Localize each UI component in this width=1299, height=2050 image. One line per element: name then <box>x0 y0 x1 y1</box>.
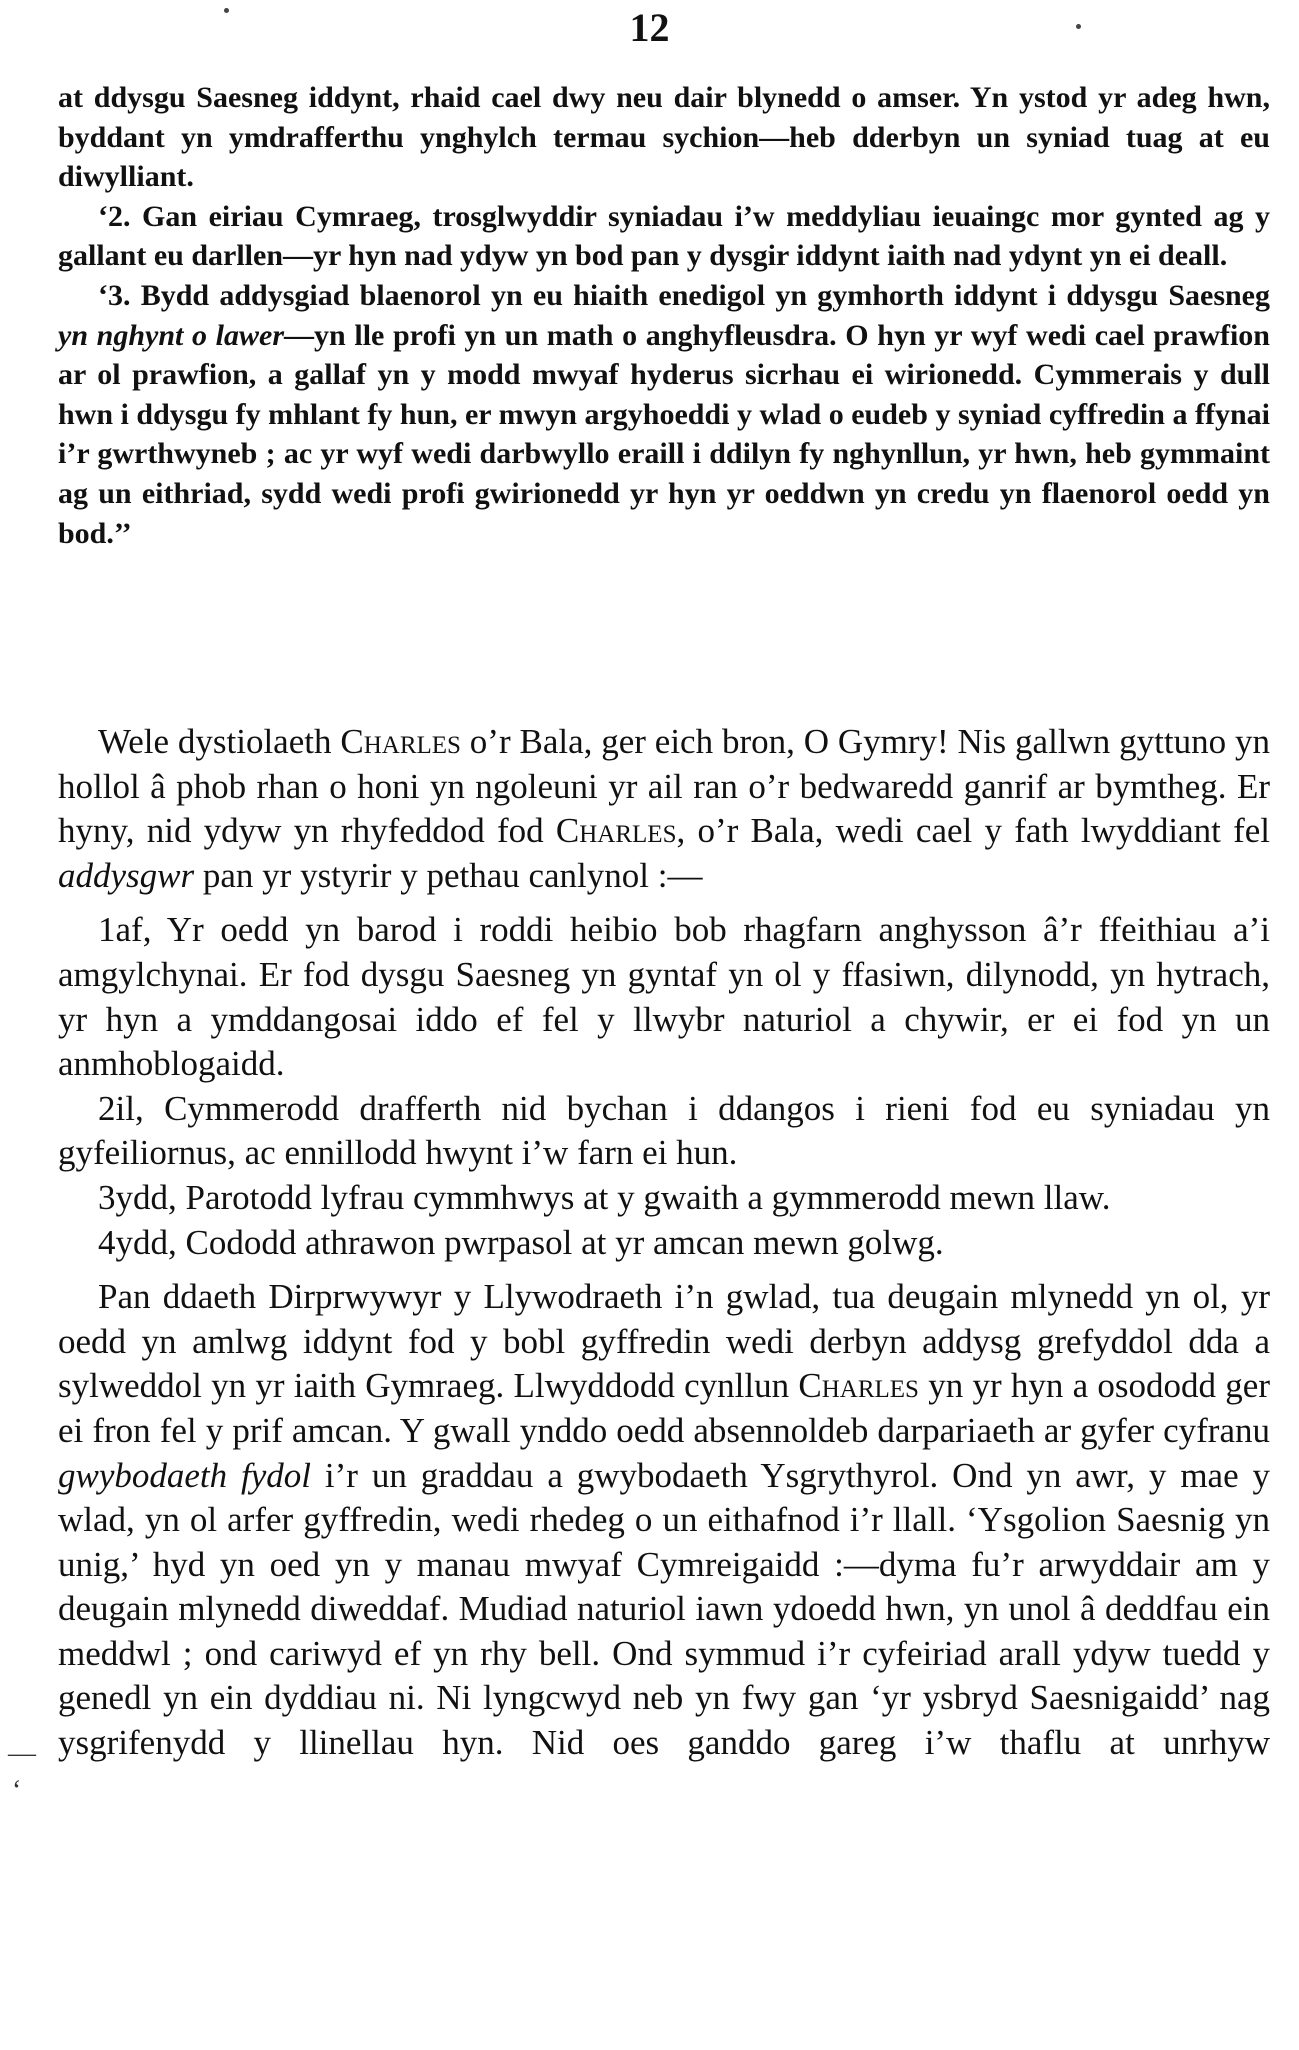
quote-emphasis: yn nghynt o lawer <box>58 318 285 352</box>
list-item-4: 4ydd, Cododd athrawon pwrpasol at yr amcan mewn golwg. <box>98 1222 944 1262</box>
page-number: 12 <box>629 5 670 50</box>
emphasis-addysgwr: addysgwr <box>58 855 195 895</box>
text-run: pan yr ystyrir y pethau canlynol :— <box>194 855 703 895</box>
text-run: Pan ddaeth Dirprwywyr y Llywodraeth i’n gwlad, tua deugain mlynedd yn ol, yr oedd yn amlwg iddynt fod y bobl gyffredin wedi derbyn addysg grefyddol dda a sylweddol yn yr iaith Gymraeg. Llwyddodd cynllun <box>58 1277 1270 1406</box>
quote-text: ‘3. Bydd addysgiad blaenorol yn eu hiaith enedigol yn gymhorth iddynt i ddysgu Saesneg <box>98 278 1270 312</box>
name-charles: Charles <box>555 811 677 851</box>
margin-mark: ‘ <box>12 1775 22 1806</box>
text-run: , o’r Bala, wedi cael y fath lwyddiant fel <box>676 811 1270 851</box>
list-item-3: 3ydd, Parotodd lyfrau cymmhwys at y gwaith a gymmerodd mewn llaw. <box>98 1177 1111 1217</box>
text-run: Wele dystiolaeth <box>98 722 341 761</box>
quoted-passage <box>58 78 1270 553</box>
name-charles: Charles <box>798 1366 919 1406</box>
paragraph-commissioners <box>58 1275 1270 1766</box>
paragraph-testimony <box>58 720 1270 898</box>
main-text <box>58 720 1270 1766</box>
text-run: i’r un graddau a gwybodaeth Ysgrythyrol. Ond yn awr, y mae y wlad, yn ol arfer gyffredin, wedi rhedeg o un eithafnod i’r llall. ‘Ysgolion Saesnig yn unig,’ hyd yn oed yn y manau mwyaf Cymreigaidd :—dyma fu’r arwyddair am y deugain mlynedd diweddaf. Mudiad naturiol iawn ydoedd hwn, yn unol â deddfau ein meddwl ; ond cariwyd ef yn rhy bell. Ond symmud i’r cyfeiriad arall ydyw tuedd y genedl yn ein dyddiau ni. Ni lyngcwyd neb yn fwy gan ‘yr ysbryd Saesnigaidd’ nag ysgrifenydd y llinellau hyn. Nid oes ganddo gareg i’w thaflu at unrhyw <box>58 1455 1270 1763</box>
quote-paragraph-3 <box>58 276 1270 553</box>
text-run: yn yr hyn a osododd ger ei fron fel y prif amcan. Y gwall ynddo oedd absennoldeb darpariaeth ar gyfer cyfranu <box>58 1366 1270 1450</box>
margin-mark: — <box>8 1738 36 1769</box>
emphasis-gwybodaeth-fydol: gwybodaeth fydol <box>58 1455 312 1495</box>
quote-paragraph-1: at ddysgu Saesneg iddynt, rhaid cael dwy neu dair blynedd o amser. Yn ystod yr adeg hwn, byddant yn ymdrafferthu ynghylch termau sychion—heb dderbyn un syniad tuag at eu diwylliant. <box>58 81 1270 194</box>
list-item-2: 2il, Cymmerodd drafferth nid bychan i ddangos i rieni fod eu syniadau yn gyfeiliornus, ac ennillodd hwynt i’w farn ei hun. <box>58 1088 1270 1173</box>
name-charles: Charles <box>340 722 461 761</box>
quote-text: —yn lle profi yn un math o anghyfleusdra. O hyn yr wyf wedi cael prawfion ar ol prawfion, a gallaf yn y modd mwyaf hyderus sicrhau ei wirionedd. Cymmerais y dull hwn i ddysgu fy mhlant fy hun, er mwyn argyhoeddi y wlad o eudeb y syniad cyffredin a ffynai i’r gwrthwyneb ; ac yr wyf wedi darbwyllo eraill i ddilyn fy nghynllun, yr hwn, heb gymmaint ag un eithriad, sydd wedi profi gwirionedd yr hyn yr oeddwn yn credu yn flaenorol oedd yn bod.’’ <box>58 318 1270 550</box>
quote-paragraph-2: ‘2. Gan eiriau Cymraeg, trosglwyddir syniadau i’w meddyliau ieuaingc mor gynted ag y gallant eu darllen—yr hyn nad ydyw yn bod pan y dysgir iddynt iaith nad ydynt yn ei deall. <box>58 199 1270 273</box>
text-run: o’r Bala, ger eich bron, O Gymry! Nis gallwn gyttuno yn hollol â phob rhan o honi yn ngoleuni yr ail ran o’r bedwaredd ganrif ar bymtheg. Er hyny, nid ydyw yn rhyfeddod fod <box>58 722 1270 851</box>
list-item-1: 1af, Yr oedd yn barod i roddi heibio bob rhagfarn anghysson â’r ffeithiau a’i amgylchynai. Er fod dysgu Saesneg yn gyntaf yn ol y ffasiwn, dilynodd, yn hytrach, yr hyn a ymddangosai iddo ef fel y llwybr naturiol a chywir, er ei fod yn un anmhoblogaidd. <box>58 910 1270 1084</box>
